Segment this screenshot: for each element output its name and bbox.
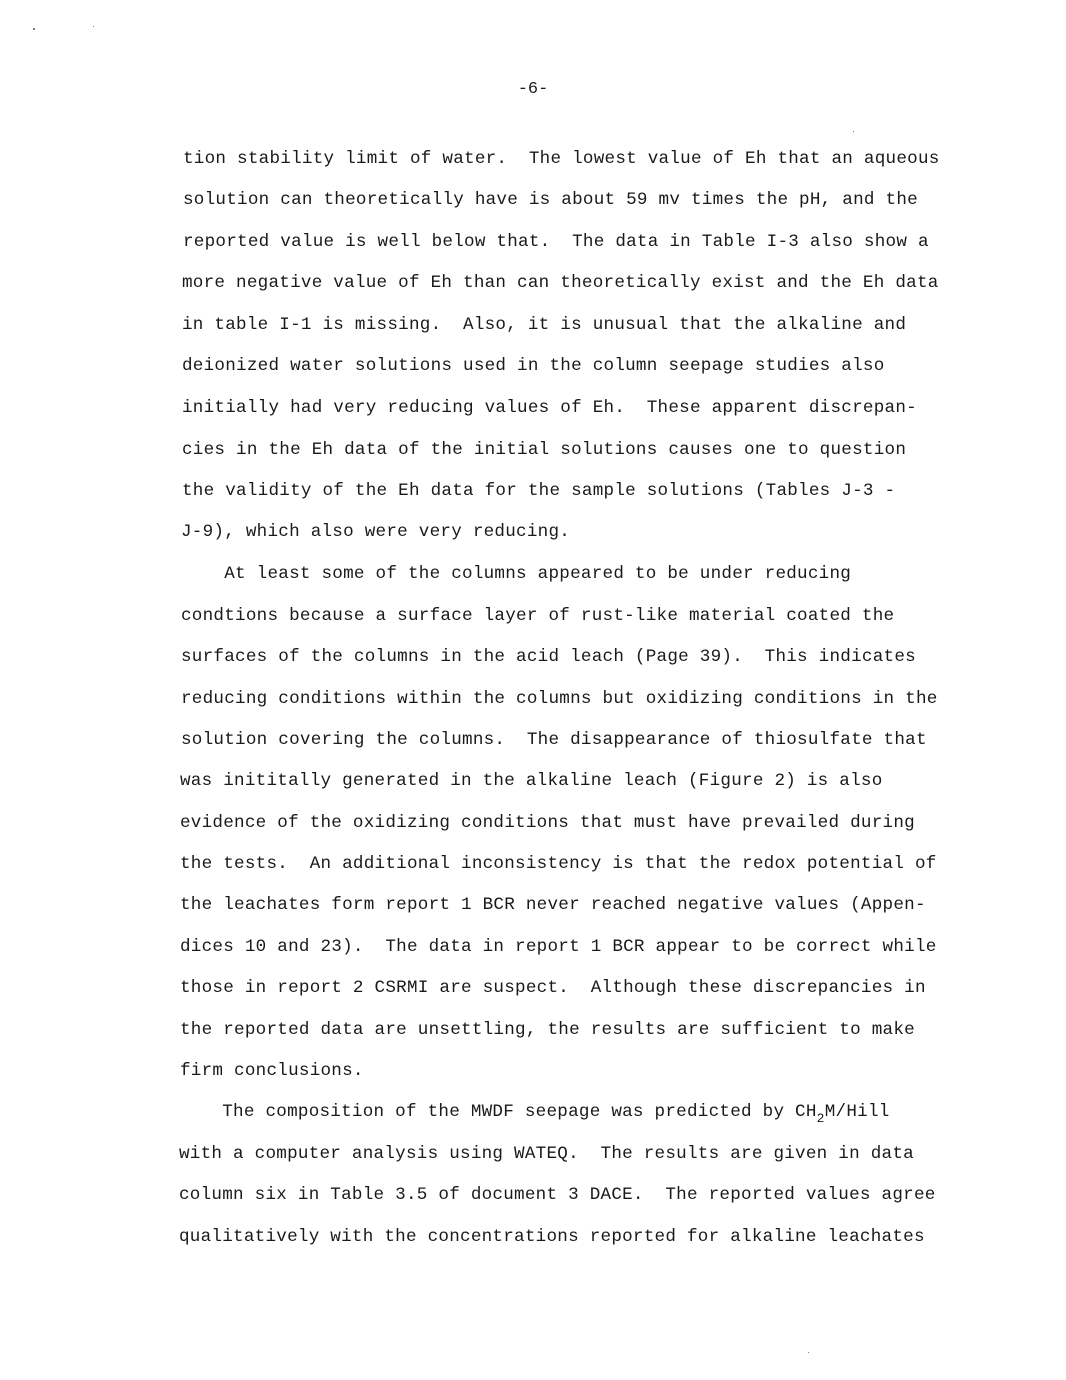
text-line-11: At least some of the columns appeared to be under reducing [181,564,852,584]
text-line-19: the leachates form report 1 BCR never reached negative values (Appen- [180,895,926,915]
text-line-9: the validity of the Eh data for the sample solutions (Tables J-3 - [182,481,896,501]
page-number: -6- [517,80,549,99]
text-line-23: firm conclusions. [180,1061,364,1081]
text-line-27: qualitatively with the concentrations reported for alkaline leachates [179,1227,925,1247]
text-line-13: surfaces of the columns in the acid leach (Page 39). This indicates [181,647,916,667]
text-line-14: reducing conditions within the columns but oxidizing conditions in the [181,689,938,709]
text-line-16: was inititally generated in the alkaline leach (Figure 2) is also [180,771,883,791]
text-line-10: J-9), which also were very reducing. [181,522,571,542]
text-line-4: more negative value of Eh than can theoretically exist and the Eh data [182,273,939,293]
text-line-24-prefix: The composition of the MWDF seepage was predicted by CH [179,1102,817,1122]
text-line-6: deionized water solutions used in the column seepage studies also [182,356,885,376]
text-line-25: with a computer analysis using WATEQ. The results are given in data [179,1144,914,1164]
text-line-26: column six in Table 3.5 of document 3 DACE. The reported values agree [179,1185,936,1205]
text-line-22: the reported data are unsettling, the results are sufficient to make [180,1020,915,1040]
text-line-1: tion stability limit of water. The lowest value of Eh that an aqueous [183,149,940,169]
text-line-24-suffix: M/Hill [824,1102,890,1122]
scan-speck [853,131,854,132]
subscript-2: 2 [816,1111,825,1126]
text-line-12: condtions because a surface layer of rust-like material coated the [181,606,895,626]
scan-speck [33,28,35,30]
text-line-17: evidence of the oxidizing conditions that must have prevailed during [180,813,915,833]
text-line-24 [179,1101,890,1124]
text-line-3: reported value is well below that. The data in Table I-3 also show a [183,232,929,252]
text-line-15: solution covering the columns. The disappearance of thiosulfate that [181,730,927,750]
text-line-2: solution can theoretically have is about 59 mv times the pH, and the [183,190,918,210]
text-line-8: cies in the Eh data of the initial solutions causes one to question [182,440,907,460]
text-line-18: the tests. An additional inconsistency is that the redox potential of [180,854,937,874]
text-line-21: those in report 2 CSRMI are suspect. Although these discrepancies in [180,978,926,998]
text-line-20: dices 10 and 23). The data in report 1 BCR appear to be correct while [180,937,937,957]
text-line-5: in table I-1 is missing. Also, it is unusual that the alkaline and [182,315,907,335]
scan-speck [93,26,94,27]
scan-speck [808,1352,809,1353]
text-line-7: initially had very reducing values of Eh. These apparent discrepan- [182,398,917,418]
